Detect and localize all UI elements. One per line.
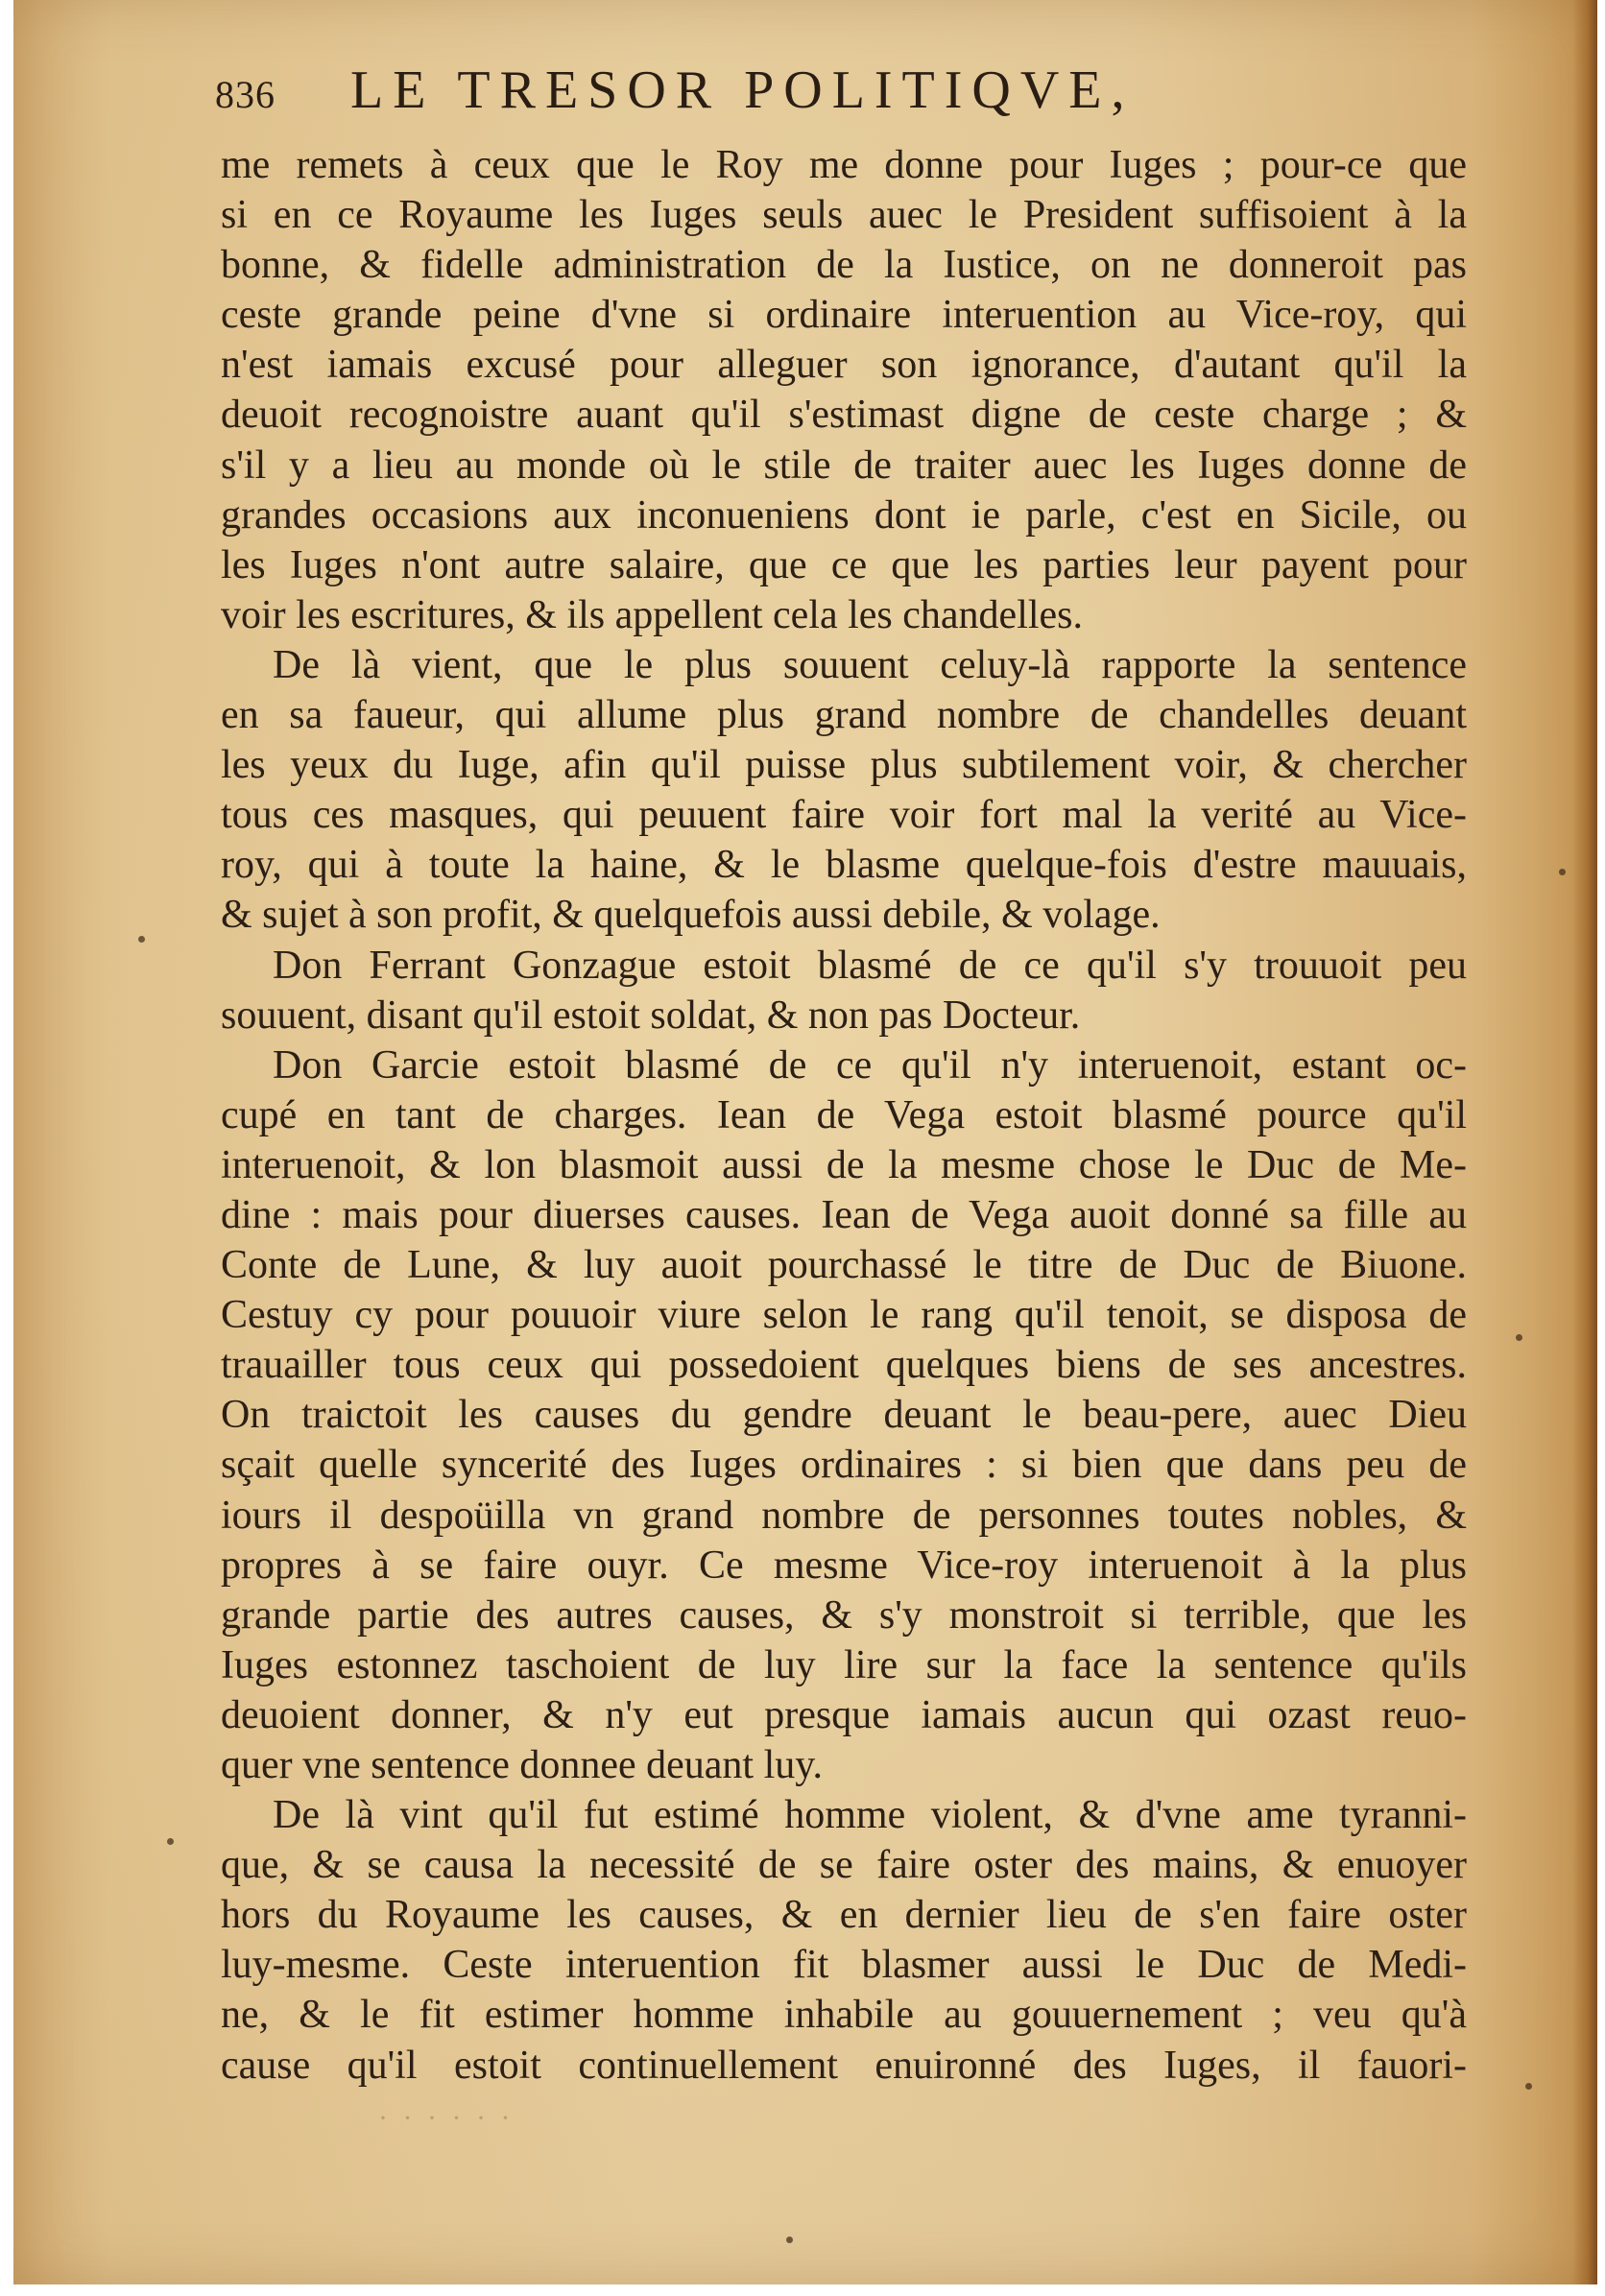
text-line-paragraph-start: Don Garcie estoit blasmé de ce qu'il n'y interuenoit, estant oc- <box>273 1042 1467 1088</box>
body-text <box>221 140 1467 2091</box>
text-line-paragraph-end: voir les escritures, & ils appellent cela les chandelles. <box>221 592 1084 637</box>
text-line: hors du Royaume les causes, & en dernier lieu de s'en faire oster <box>221 1893 1467 1938</box>
text-line: en sa faueur, qui allume plus grand nombre de chandelles deuant <box>221 693 1467 738</box>
text-line: dine : mais pour diuerses causes. Iean de Vega auoit donné sa fille au <box>221 1192 1467 1237</box>
text-line: bonne, & fidelle administration de la Iustice, on ne donneroit pas <box>221 243 1467 288</box>
text-line: me remets à ceux que le Roy me donne pour Iuges ; pour-ce que <box>221 143 1467 187</box>
text-line: sçait quelle syncerité des Iuges ordinaires : si bien que dans peu de <box>221 1443 1467 1488</box>
text-line: s'il y a lieu au monde où le stile de traiter auec les Iuges donne de <box>221 442 1467 488</box>
text-line: si en ce Royaume les Iuges seuls auec le President suffisoient à la <box>221 193 1467 238</box>
text-line: propres à se faire ouyr. Ce mesme Vice-roy interuenoit à la plus <box>221 1543 1467 1588</box>
paper-speck <box>786 2236 793 2243</box>
text-line-paragraph-start: De là vint qu'il fut estimé homme violent, & d'vne ame tyranni- <box>273 1793 1467 1838</box>
text-line: roy, qui à toute la haine, & le blasme quelque-fois d'estre mauuais, <box>221 843 1467 888</box>
text-line: Iuges estonnez taschoient de luy lire sur la face la sentence qu'ils <box>221 1642 1467 1687</box>
text-line: On traictoit les causes du gendre deuant le beau-pere, auec Dieu <box>221 1393 1467 1438</box>
text-line: trauailler tous ceux qui possedoient quelques biens de ses ancestres. <box>221 1343 1467 1388</box>
text-line: les Iuges n'ont autre salaire, que ce que les parties leur payent pour <box>221 542 1467 587</box>
text-line-paragraph-end: souuent, disant qu'il estoit soldat, & non pas Docteur. <box>221 993 1081 1038</box>
book-page <box>13 0 1597 2284</box>
text-line: grandes occasions aux inconueniens dont ie parle, c'est en Sicile, ou <box>221 492 1467 538</box>
page-header <box>215 60 1463 131</box>
show-through-smudge: · · · · · · <box>378 2102 515 2134</box>
paper-speck <box>1525 2083 1532 2090</box>
text-line: cupé en tant de charges. Iean de Vega estoit blasmé pource qu'il <box>221 1092 1467 1137</box>
paper-speck <box>1559 869 1566 875</box>
text-line: tous ces masques, qui peuuent faire voir fort mal la verité au Vice- <box>221 793 1467 838</box>
paper-speck <box>138 936 145 943</box>
text-line-paragraph-start: Don Ferrant Gonzague estoit blasmé de ce qu'il s'y trouuoit peu <box>273 943 1467 988</box>
running-head: LE TRESOR POLITIQVE, <box>350 60 1135 120</box>
text-line: les yeux du Iuge, afin qu'il puisse plus subtilement voir, & chercher <box>221 743 1467 788</box>
page-edge-shadow <box>1572 0 1597 2284</box>
text-line: ne, & le fit estimer homme inhabile au gouuernement ; veu qu'à <box>221 1993 1467 2038</box>
text-line-paragraph-end: quer vne sentence donnee deuant luy. <box>221 1743 824 1787</box>
text-line: Conte de Lune, & luy auoit pourchassé le titre de Duc de Biuone. <box>221 1243 1467 1288</box>
text-line-paragraph-end: & sujet à son profit, & quelquefois aussi debile, & volage. <box>221 893 1161 938</box>
text-line: n'est iamais excusé pour alleguer son ignorance, d'autant qu'il la <box>221 343 1467 388</box>
text-line: deuoient donner, & n'y eut presque iamais aucun qui ozast reuo- <box>221 1692 1467 1737</box>
text-line: interuenoit, & lon blasmoit aussi de la mesme chose le Duc de Me- <box>221 1142 1467 1187</box>
text-line: luy-mesme. Ceste interuention fit blasmer aussi le Duc de Medi- <box>221 1943 1467 1988</box>
text-line-paragraph-start: De là vient, que le plus souuent celuy-là rapporte la sentence <box>273 642 1467 687</box>
text-line: grande partie des autres causes, & s'y monstroit si terrible, que les <box>221 1592 1467 1638</box>
text-line: que, & se causa la necessité de se faire oster des mains, & enuoyer <box>221 1843 1467 1888</box>
text-line: Cestuy cy pour pouuoir viure selon le rang qu'il tenoit, se disposa de <box>221 1293 1467 1338</box>
page-number: 836 <box>215 73 275 116</box>
text-line: deuoit recognoistre auant qu'il s'estimast digne de ceste charge ; & <box>221 393 1467 438</box>
paper-speck <box>167 1838 174 1845</box>
text-line: iours il despoüilla vn grand nombre de personnes toutes nobles, & <box>221 1493 1467 1538</box>
paper-speck <box>1516 1334 1522 1341</box>
text-line: ceste grande peine d'vne si ordinaire interuention au Vice-roy, qui <box>221 293 1467 338</box>
text-line: cause qu'il estoit continuellement enuironné des Iuges, il fauori- <box>221 2043 1467 2088</box>
